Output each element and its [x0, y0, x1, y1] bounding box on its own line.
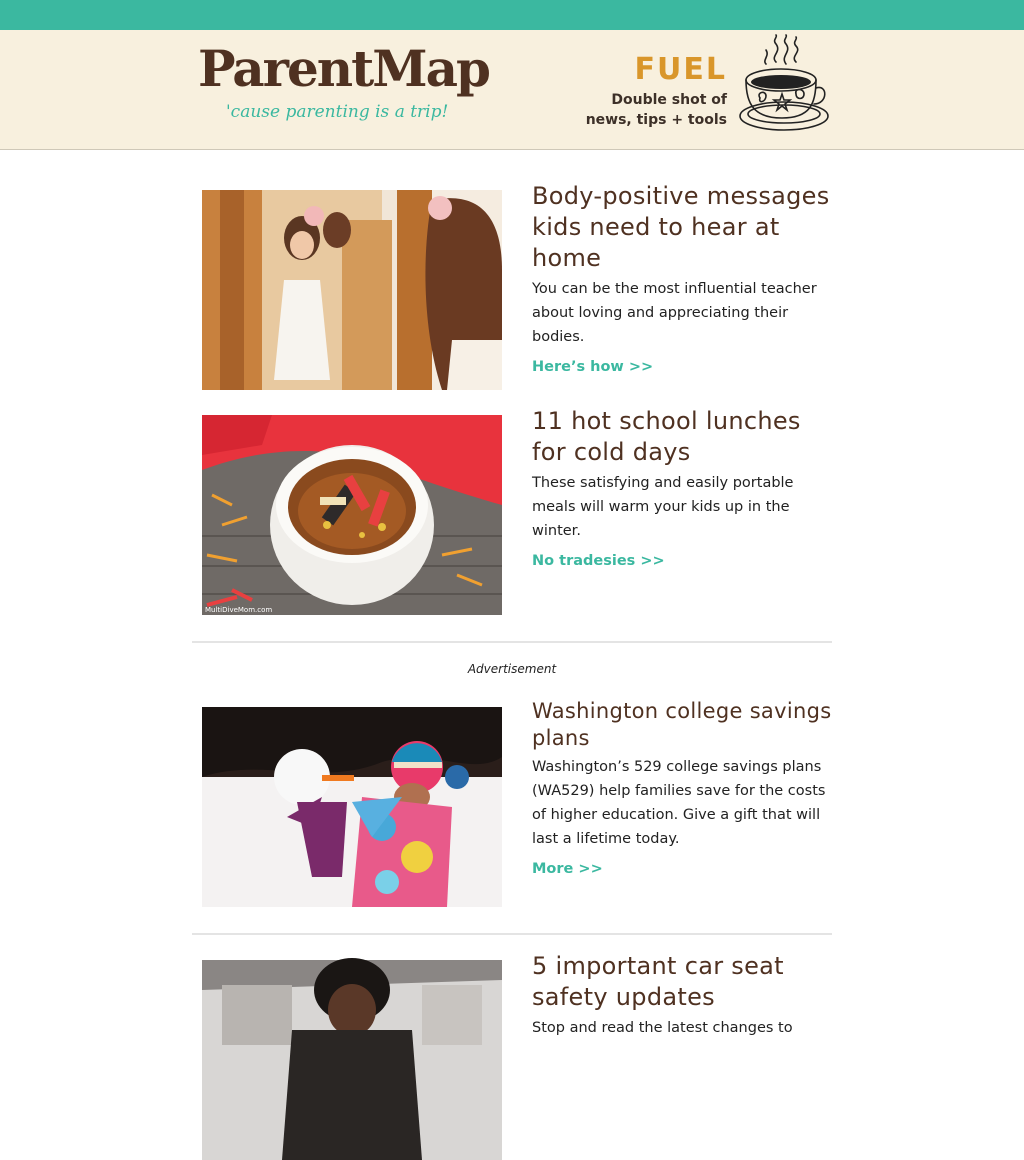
article-description: You can be the most influential teacher about loving and appreciating their bodies. [532, 281, 817, 345]
article-card [202, 952, 832, 1036]
article-text [532, 698, 832, 877]
image-watermark: MultiDiveMom.com [205, 606, 273, 614]
article-title[interactable]: Body-positive messages kids need to hear at home [532, 182, 830, 272]
article-read-more-link[interactable]: More >> [532, 861, 603, 877]
article-text [532, 406, 832, 569]
top-accent-bar [0, 0, 1024, 30]
logo-tagline: 'cause parenting is a trip! [226, 102, 449, 122]
article-read-more-link[interactable]: Here’s how >> [532, 359, 654, 375]
article-card [202, 182, 832, 390]
child-with-snowman-photo[interactable] [202, 707, 502, 907]
girl-in-mirror-photo[interactable] [202, 190, 502, 390]
newsletter-header [0, 30, 1024, 150]
article-description: These satisfying and easily portable meals will warm your kids up in the winter. [532, 475, 794, 539]
article-read-more-link[interactable]: No tradesies >> [532, 553, 665, 569]
section-divider [192, 641, 832, 643]
article-title[interactable]: Washington college savings plans [532, 699, 832, 750]
article-text [532, 181, 832, 375]
article-description: Washington’s 529 college savings plans (WA529) help families save for the costs of higher education. Give a gift that will last a lifetime today. [532, 759, 826, 847]
tortilla-soup-photo[interactable] [202, 415, 502, 615]
fuel-subtitle-line-1: Double shot of [611, 92, 727, 108]
article-card [202, 407, 832, 615]
advertisement-label: Advertisement [467, 662, 557, 676]
article-title[interactable]: 5 important car seat safety updates [532, 952, 784, 1011]
fuel-subtitle-line-2: news, tips + tools [585, 112, 727, 128]
parentmap-logo[interactable]: ParentMap [198, 39, 489, 98]
section-divider [192, 933, 832, 935]
article-card [202, 699, 832, 907]
fuel-subtitle [540, 90, 727, 130]
article-description: Stop and read the latest changes to [532, 1020, 793, 1036]
article-title[interactable]: 11 hot school lunches for cold days [532, 407, 801, 466]
fuel-title: FUEL [634, 52, 727, 87]
coffee-cup-icon [736, 34, 828, 142]
parent-car-seat-photo[interactable] [202, 960, 502, 1160]
article-text [532, 951, 832, 1040]
